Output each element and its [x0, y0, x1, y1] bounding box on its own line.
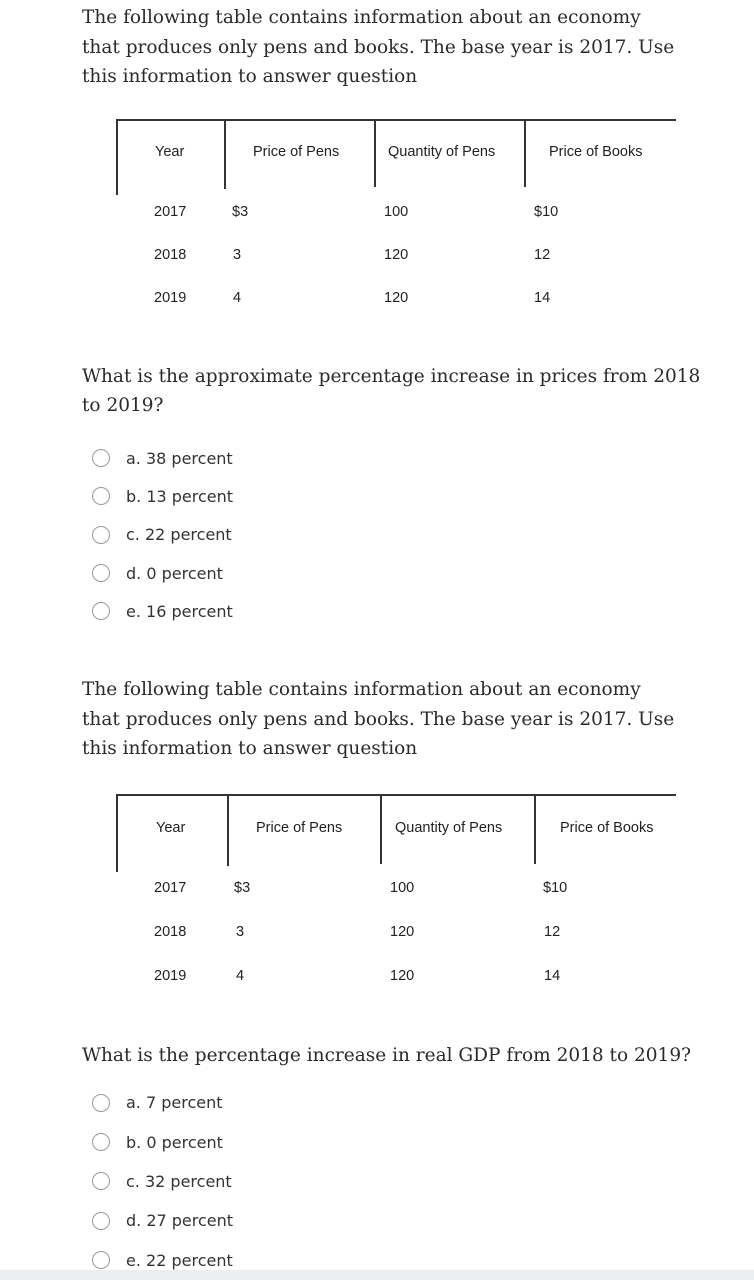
- question-text: What is the percentage increase in real GDP from 2018 to 2019?: [82, 1045, 692, 1066]
- option-a[interactable]: [92, 439, 233, 477]
- header-price-of-books: Price of Books: [549, 144, 643, 160]
- option-d[interactable]: [92, 1201, 233, 1240]
- option-label: d. 27 percent: [126, 1211, 234, 1231]
- bottom-bar: [0, 1270, 754, 1280]
- option-label: b. 13 percent: [126, 486, 234, 506]
- header-price-of-pens: Price of Pens: [253, 144, 340, 160]
- intro-text: The following table contains information about an economy that produces only pens and books. The base year is 2017. Use this information to answer question: [82, 679, 675, 759]
- header-year: Year: [155, 144, 185, 160]
- data-table-image: [116, 794, 676, 994]
- option-label: e. 22 percent: [126, 1250, 233, 1270]
- table-cell: 14: [534, 290, 551, 306]
- option-label: b. 0 percent: [126, 1132, 223, 1152]
- radio-button[interactable]: [92, 1172, 110, 1190]
- question-text: What is the approximate percentage increase in prices from 2018 to 2019?: [82, 366, 701, 416]
- table-cell: $3: [232, 204, 249, 220]
- radio-button[interactable]: [92, 526, 110, 544]
- option-d[interactable]: [92, 554, 233, 592]
- header-price-of-books: Price of Books: [560, 820, 654, 836]
- radio-button[interactable]: [92, 487, 110, 505]
- table-cell: 3: [233, 247, 242, 263]
- table-cell: 12: [534, 247, 551, 263]
- option-label: a. 7 percent: [126, 1093, 223, 1113]
- radio-button[interactable]: [92, 602, 110, 620]
- table-cell: 2018: [154, 924, 187, 940]
- table-cell: 120: [390, 968, 415, 984]
- table-cell: 2017: [154, 204, 187, 220]
- table-cell: 2019: [154, 290, 187, 306]
- data-table-image: [116, 119, 676, 319]
- answer-options: [92, 1083, 233, 1280]
- option-e[interactable]: [92, 592, 233, 630]
- table-cell: 100: [384, 204, 409, 220]
- option-label: c. 22 percent: [126, 525, 232, 545]
- table-cell: 100: [390, 880, 415, 896]
- option-b[interactable]: [92, 1122, 233, 1161]
- table-cell: 14: [544, 968, 561, 984]
- header-year: Year: [156, 820, 186, 836]
- radio-button[interactable]: [92, 1094, 110, 1112]
- table-cell: $3: [234, 880, 251, 896]
- option-label: a. 38 percent: [126, 448, 233, 468]
- radio-button[interactable]: [92, 1133, 110, 1151]
- table-cell: 120: [384, 290, 409, 306]
- radio-button[interactable]: [92, 564, 110, 582]
- table-cell: $10: [543, 880, 568, 896]
- table-cell: 120: [384, 247, 409, 263]
- option-b[interactable]: [92, 477, 233, 515]
- header-quantity-of-pens: Quantity of Pens: [395, 820, 503, 836]
- table-cell: 2017: [154, 880, 187, 896]
- option-label: e. 16 percent: [126, 601, 233, 621]
- header-quantity-of-pens: Quantity of Pens: [388, 144, 496, 160]
- option-a[interactable]: [92, 1083, 233, 1122]
- radio-button[interactable]: [92, 1251, 110, 1269]
- table-cell: 2019: [154, 968, 187, 984]
- option-c[interactable]: [92, 1162, 233, 1201]
- table-cell: 3: [236, 924, 245, 940]
- table-cell: 2018: [154, 247, 187, 263]
- option-label: d. 0 percent: [126, 563, 223, 583]
- radio-button[interactable]: [92, 1212, 110, 1230]
- radio-button[interactable]: [92, 449, 110, 467]
- option-label: c. 32 percent: [126, 1171, 232, 1191]
- answer-options: [92, 439, 233, 630]
- table-cell: 4: [236, 968, 245, 984]
- intro-text: The following table contains information about an economy that produces only pens and books. The base year is 2017. Use this information to answer question: [82, 7, 675, 87]
- table-cell: $10: [534, 204, 559, 220]
- table-cell: 12: [544, 924, 561, 940]
- table-cell: 4: [233, 290, 242, 306]
- table-cell: 120: [390, 924, 415, 940]
- header-price-of-pens: Price of Pens: [256, 820, 343, 836]
- option-c[interactable]: [92, 516, 233, 554]
